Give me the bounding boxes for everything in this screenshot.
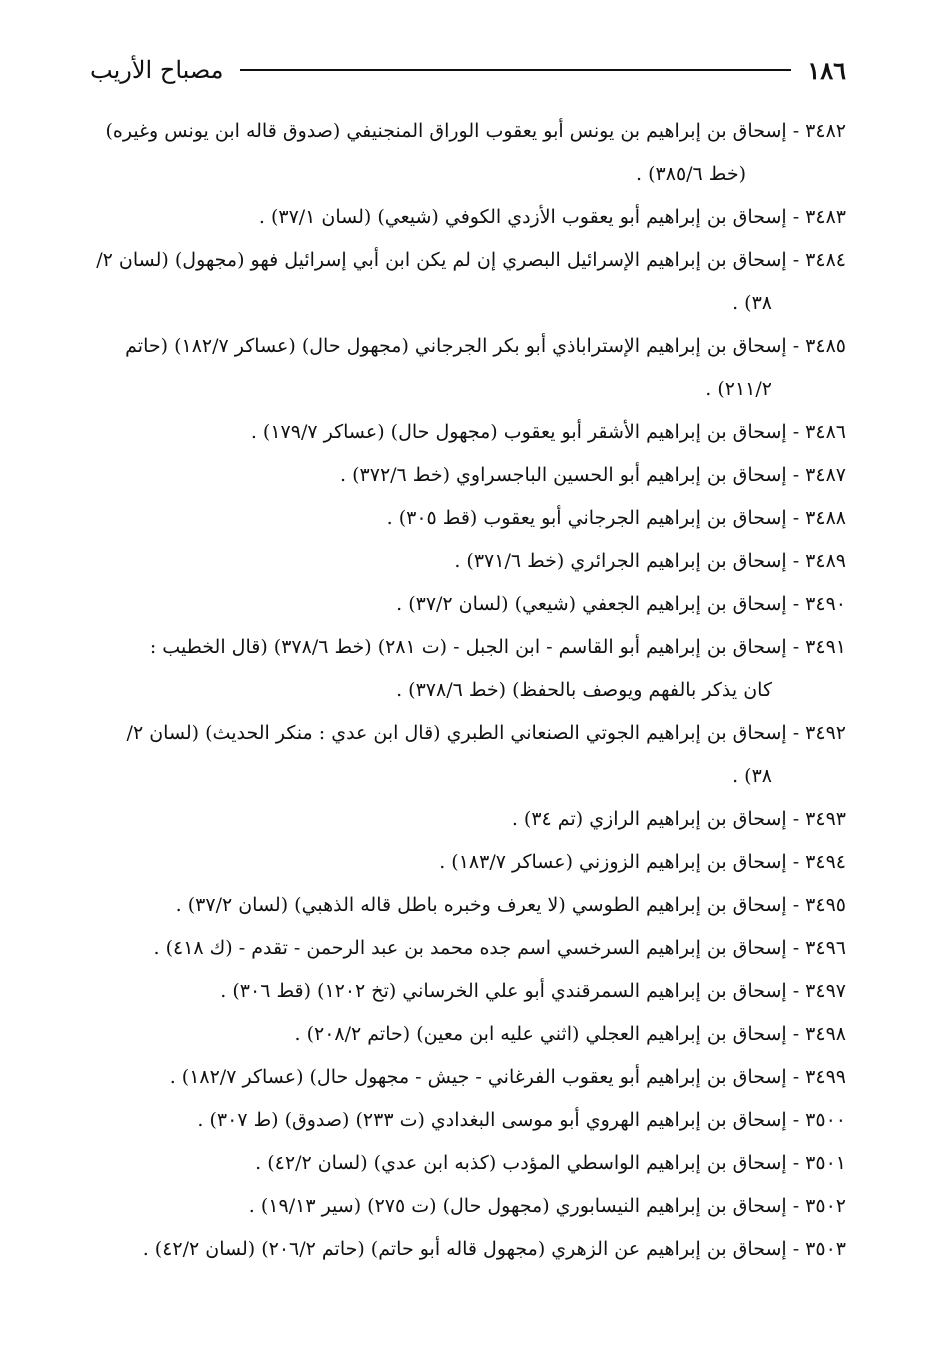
entry-3489 [78,540,846,583]
entry-3496 [78,927,846,970]
entry-3488 [78,497,846,540]
entry-continuation: ٣٨) . [732,292,772,314]
entry-line: ٣٤٩٠ - إسحاق بن إبراهيم الجعفي (شيعي) (لسان ٣٧/٢) . [396,593,846,615]
entry-line: ٣٥٠٠ - إسحاق بن إبراهيم الهروي أبو موسى البغدادي (ت ٢٣٣) (صدوق) (ط ٣٠٧) . [197,1109,846,1131]
entry-line: ٣٥٠٢ - إسحاق بن إبراهيم النيسابوري (مجهول حال) (ت ٢٧٥) (سير ١٩/١٣) . [248,1195,846,1217]
entry-line: ٣٤٩٩ - إسحاق بن إبراهيم أبو يعقوب الفرغاني - جيش - مجهول حال) (عساكر ١٨٢/٧) . [169,1066,846,1088]
entry-line: ٣٤٨٨ - إسحاق بن إبراهيم الجرجاني أبو يعقوب (قط ٣٠٥) . [386,507,846,529]
entry-3486 [78,411,846,454]
header-rule [240,69,792,71]
entry-line: ٣٤٨٣ - إسحاق بن إبراهيم أبو يعقوب الأزدي الكوفي (شيعي) (لسان ٣٧/١) . [258,206,846,228]
entry-3498 [78,1013,846,1056]
entry-continuation: كان يذكر بالفهم ويوصف بالحفظ) (خط ٣٧٨/٦) . [396,679,772,701]
entry-3494 [78,841,846,884]
page-header [90,52,846,88]
entry-line: ٣٤٩٤ - إسحاق بن إبراهيم الزوزني (عساكر ١٨٣/٧) . [439,851,846,873]
entry-3490 [78,583,846,626]
entry-3495 [78,884,846,927]
entry-line: ٣٤٩٥ - إسحاق بن إبراهيم الطوسي (لا يعرف وخبره باطل قاله الذهبي) (لسان ٣٧/٢) . [175,894,846,916]
entries-list [78,110,846,1271]
entry-line: ٣٤٩٨ - إسحاق بن إبراهيم العجلي (اثني عليه ابن معين) (حاتم ٢٠٨/٢) . [294,1023,846,1045]
entry-line: ٣٤٨٧ - إسحاق بن إبراهيم أبو الحسين الباجسراوي (خط ٣٧٢/٦) . [340,464,846,486]
entry-line: ٣٥٠٣ - إسحاق بن إبراهيم عن الزهري (مجهول قاله أبو حاتم) (حاتم ٢٠٦/٢) (لسان ٤٢/٢) . [142,1238,846,1260]
entry-3500 [78,1099,846,1142]
entry-3492 [78,712,846,798]
entry-line: ٣٤٨٤ - إسحاق بن إبراهيم الإسرائيل البصري إن لم يكن ابن أبي إسرائيل فهو (مجهول) (لسان ٢/ [96,249,846,271]
entry-line: ٣٤٩١ - إسحاق بن إبراهيم أبو القاسم - ابن الجبل - (ت ٢٨١) (خط ٣٧٨/٦) (قال الخطيب : [149,636,846,658]
entry-3482 [78,110,846,196]
entry-3487 [78,454,846,497]
entry-3497 [78,970,846,1013]
entry-line: ٣٤٩٦ - إسحاق بن إبراهيم السرخسي اسم جده محمد بن عبد الرحمن - تقدم - (ك ٤١٨) . [153,937,846,959]
entry-3484 [78,239,846,325]
entry-line: ٣٤٨٩ - إسحاق بن إبراهيم الجرائري (خط ٣٧١/٦) . [454,550,846,572]
entry-3483 [78,196,846,239]
entry-3485 [78,325,846,411]
entry-continuation: (خط ٣٨٥/٦) . [636,163,746,185]
entry-3499 [78,1056,846,1099]
entry-3501 [78,1142,846,1185]
entry-line: ٣٤٩٣ - إسحاق بن إبراهيم الرازي (تم ٣٤) . [511,808,846,830]
entry-line: ٣٤٩٧ - إسحاق بن إبراهيم السمرقندي أبو علي الخرساني (تخ ١٢٠٢) (قط ٣٠٦) . [220,980,846,1002]
entry-3493 [78,798,846,841]
entry-line: ٣٤٩٢ - إسحاق بن إبراهيم الجوتي الصنعاني الطبري (قال ابن عدي : منكر الحديث) (لسان ٢/ [126,722,846,744]
entry-3502 [78,1185,846,1228]
page-number: ١٨٦ [807,55,846,85]
entry-line: ٣٥٠١ - إسحاق بن إبراهيم الواسطي المؤدب (كذبه ابن عدي) (لسان ٤٢/٢) . [255,1152,846,1174]
entry-line: ٣٤٨٥ - إسحاق بن إبراهيم الإستراباذي أبو بكر الجرجاني (مجهول حال) (عساكر ١٨٢/٧) (حاتم [125,335,846,357]
entry-3491 [78,626,846,712]
entry-3503 [78,1228,846,1271]
entry-line: ٣٤٨٢ - إسحاق بن إبراهيم بن يونس أبو يعقوب الوراق المنجنيفي (صدوق قاله ابن يونس وغيره) [105,120,846,142]
book-title: مصباح الأريب [90,56,224,84]
entry-continuation: ٢١١/٢) . [705,378,772,400]
entry-line: ٣٤٨٦ - إسحاق بن إبراهيم الأشقر أبو يعقوب (مجهول حال) (عساكر ١٧٩/٧) . [250,421,846,443]
entry-continuation: ٣٨) . [732,765,772,787]
